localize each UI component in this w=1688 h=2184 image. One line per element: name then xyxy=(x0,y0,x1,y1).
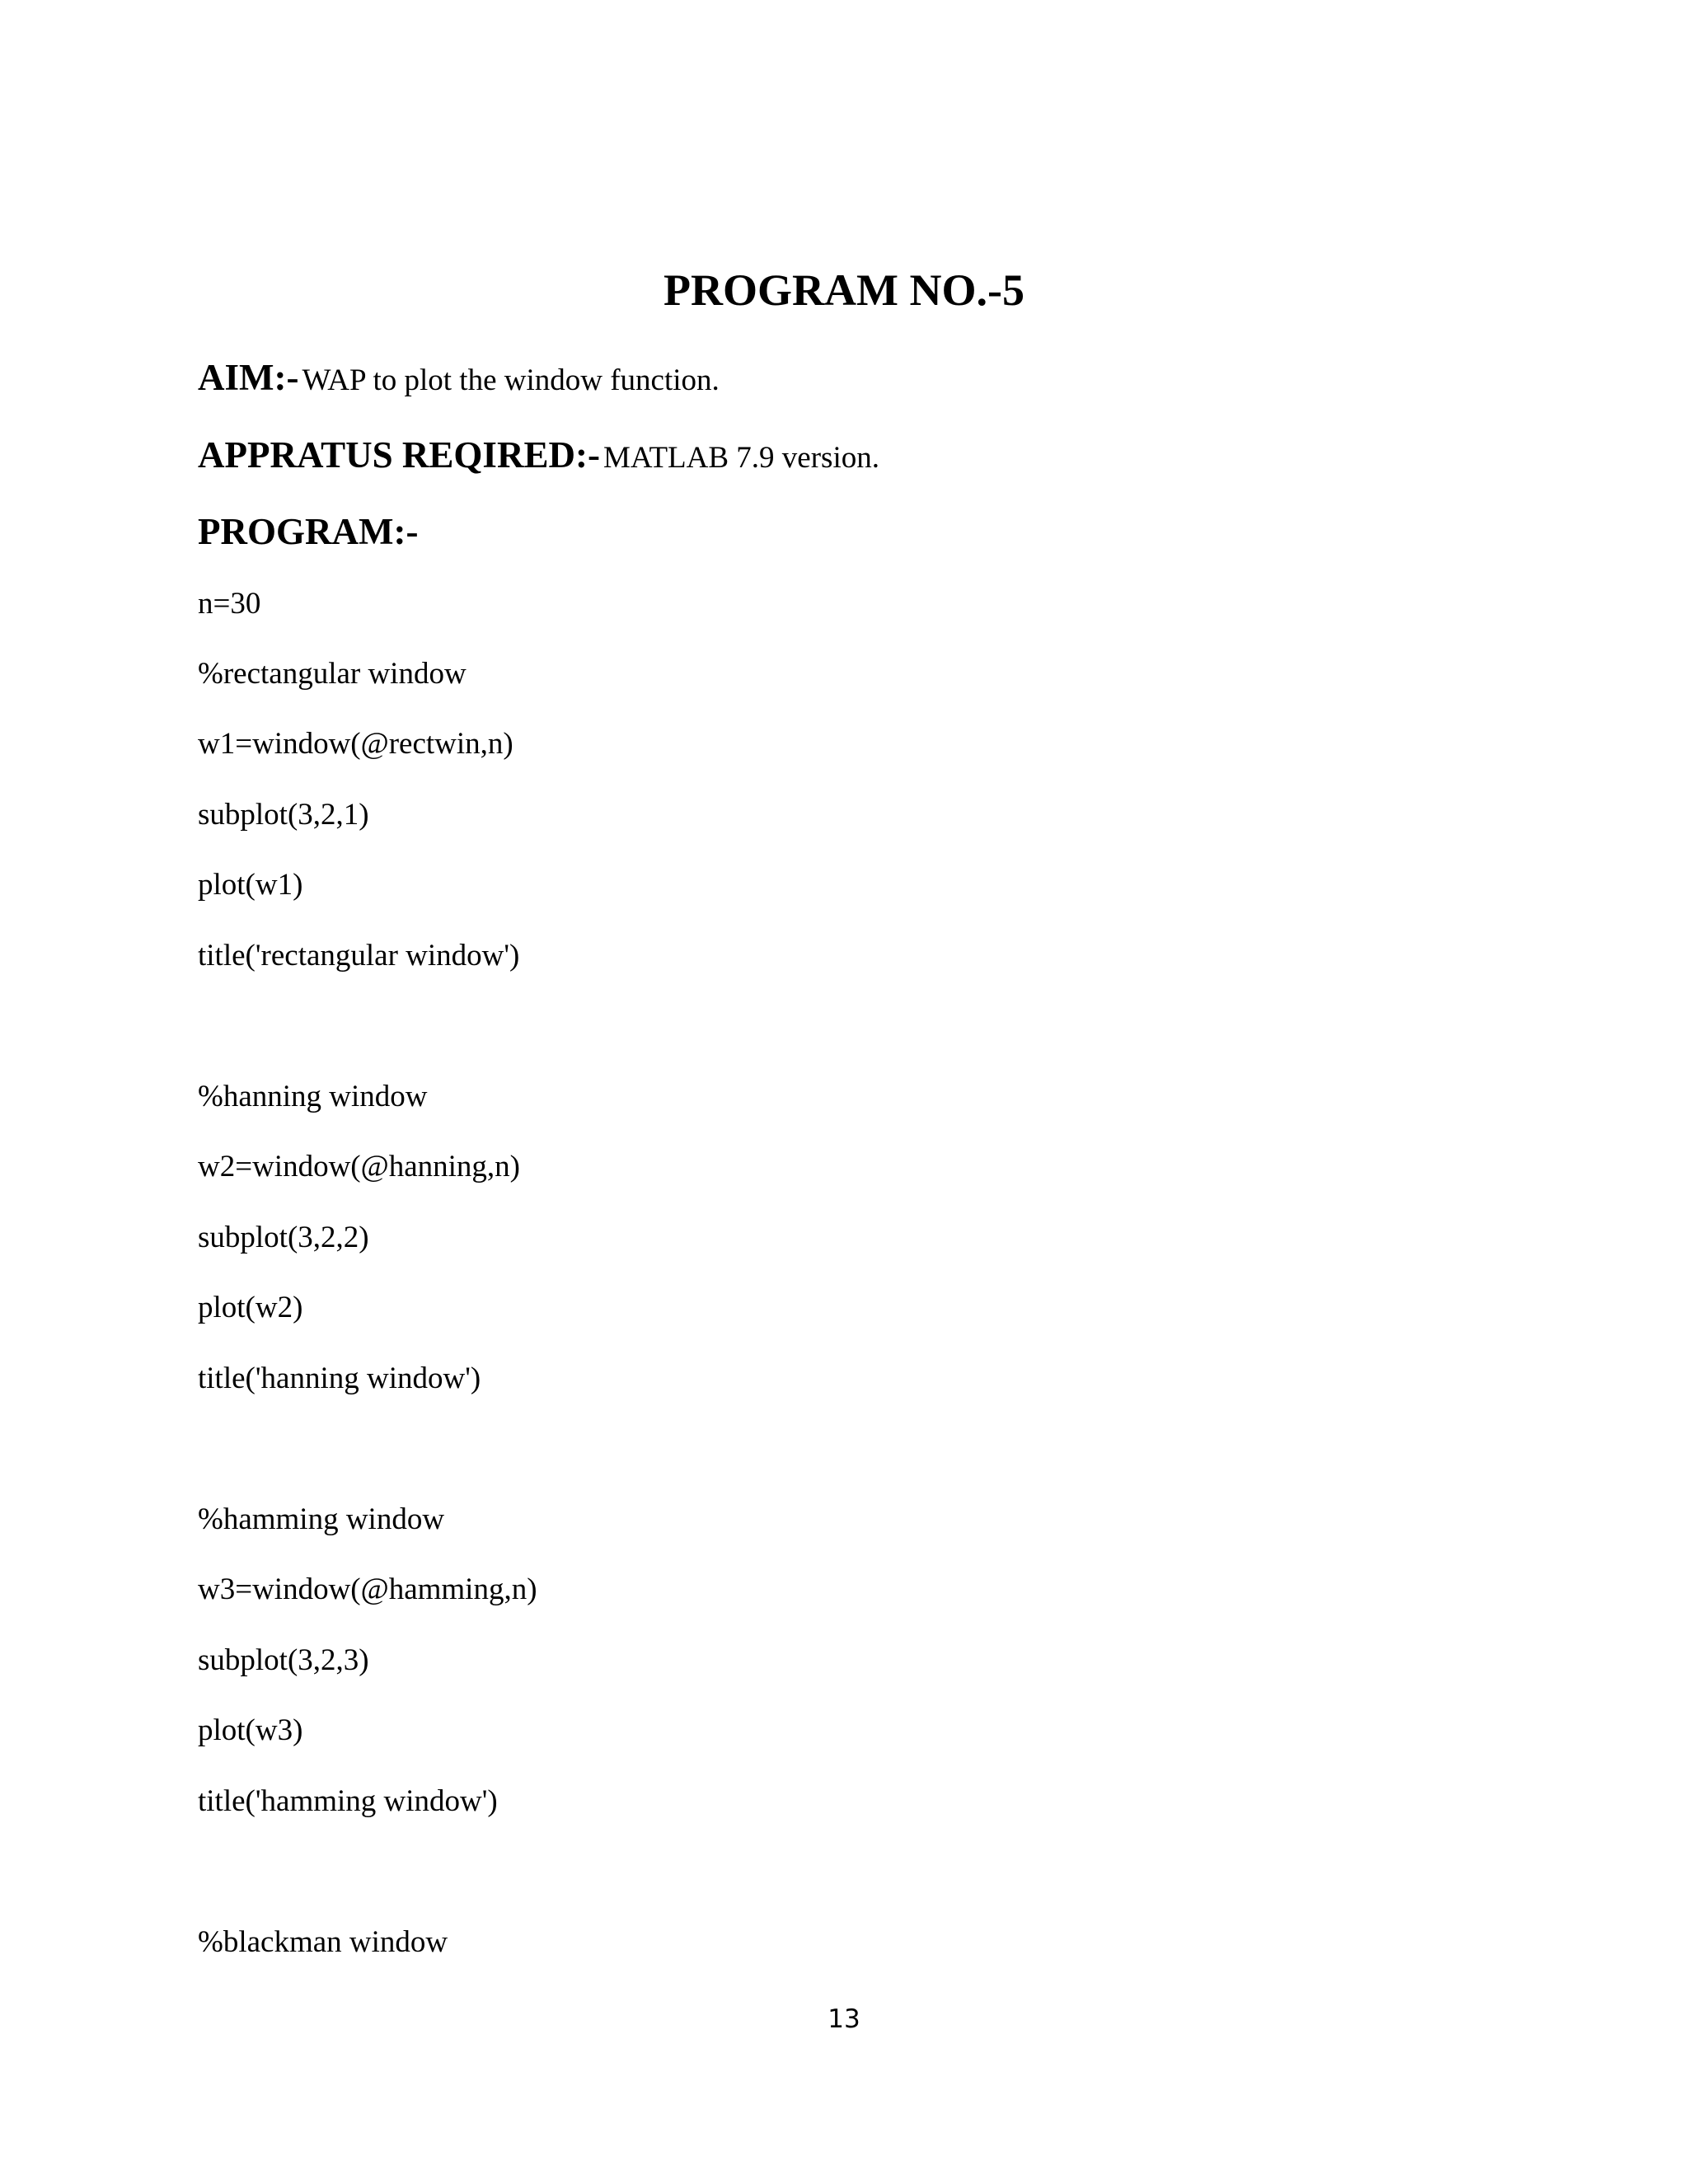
code-comment-line: %rectangular window xyxy=(198,657,467,691)
code-comment-line: %blackman window xyxy=(198,1925,448,1959)
apparatus-label: APPRATUS REQIRED:- xyxy=(198,434,600,476)
apparatus-line xyxy=(198,434,879,485)
aim-label: AIM:- xyxy=(198,357,299,398)
code-line: subplot(3,2,2) xyxy=(198,1221,369,1254)
code-line: title('rectangular window') xyxy=(198,939,520,972)
apparatus-text: MATLAB 7.9 version. xyxy=(603,441,879,475)
code-line: plot(w2) xyxy=(198,1291,303,1324)
code-line: n=30 xyxy=(198,587,261,621)
aim-text: WAP to plot the window function. xyxy=(302,363,720,397)
code-line: subplot(3,2,1) xyxy=(198,798,369,832)
code-line: title('hanning window') xyxy=(198,1361,481,1395)
page-title: PROGRAM NO.-5 xyxy=(663,265,1025,315)
code-line: subplot(3,2,3) xyxy=(198,1643,369,1677)
program-heading: PROGRAM:- xyxy=(198,511,419,552)
code-line: w1=window(@rectwin,n) xyxy=(198,727,513,761)
code-comment-line: %hanning window xyxy=(198,1080,428,1113)
code-line: w2=window(@hanning,n) xyxy=(198,1150,520,1183)
code-comment-line: %hamming window xyxy=(198,1502,445,1536)
aim-line xyxy=(198,357,720,407)
code-line: title('hamming window') xyxy=(198,1784,498,1818)
code-line: w3=window(@hamming,n) xyxy=(198,1572,537,1606)
code-line: plot(w3) xyxy=(198,1713,303,1747)
page-number: 13 xyxy=(828,2004,860,2034)
code-line: plot(w1) xyxy=(198,868,303,902)
